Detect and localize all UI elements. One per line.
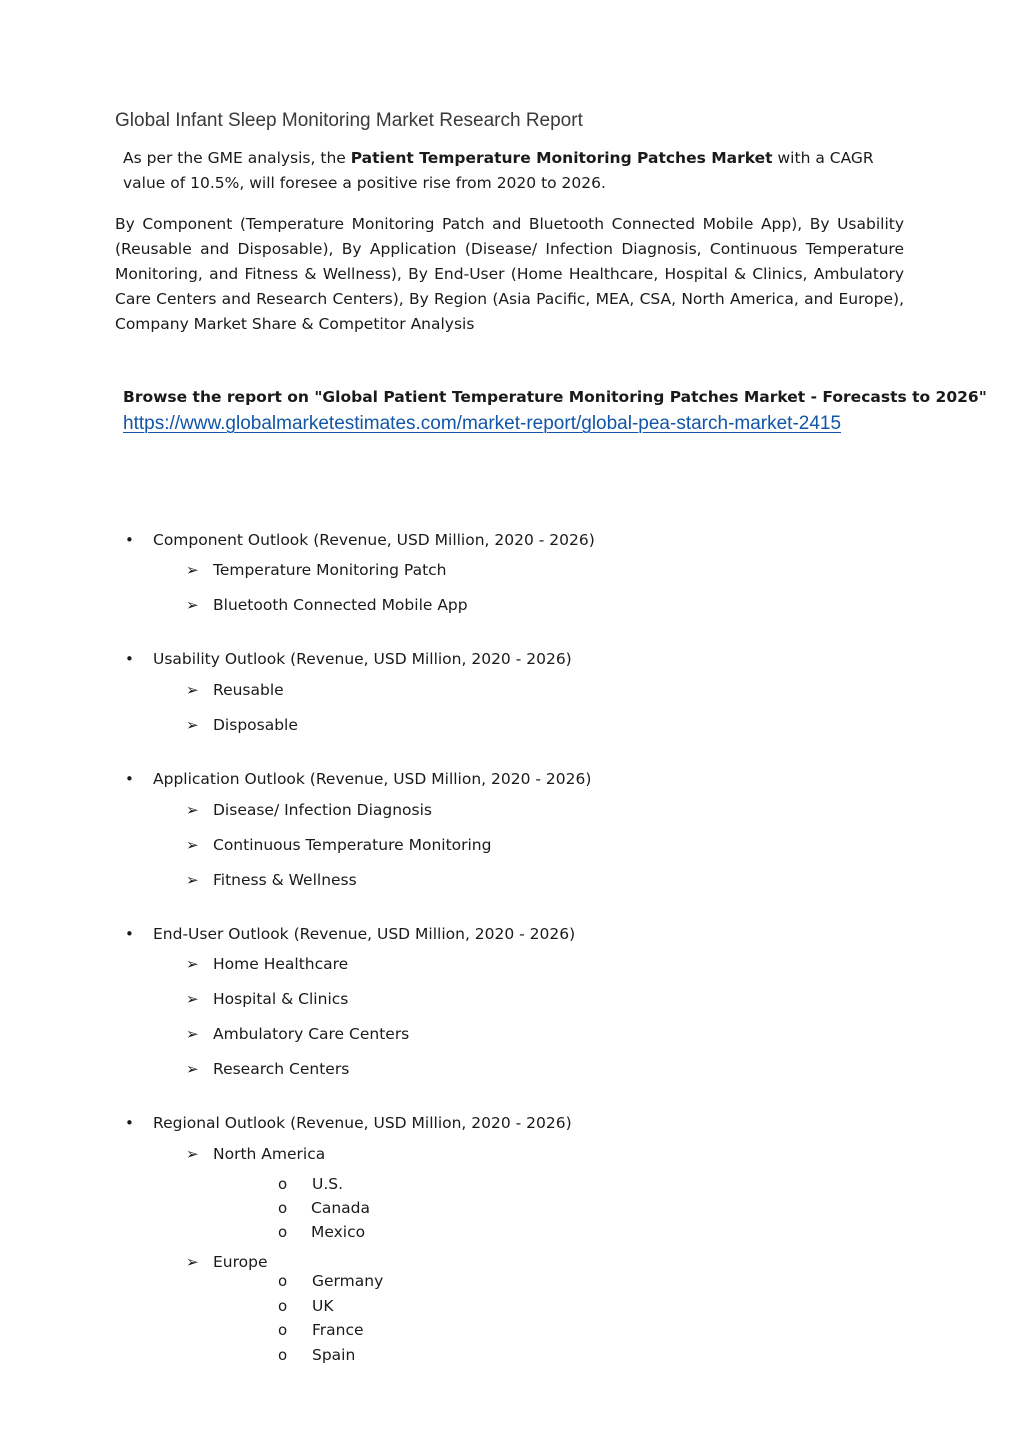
arrow-icon: ➢ <box>186 955 199 973</box>
circle-bullet-icon: o <box>278 1321 288 1339</box>
bullet-icon: • <box>125 770 134 788</box>
list-item: Research Centers <box>213 1060 350 1078</box>
circle-bullet-icon: o <box>278 1223 288 1241</box>
report-title: Global Infant Sleep Monitoring Market Research Report <box>115 110 583 131</box>
intro-paragraph <box>123 146 913 196</box>
circle-bullet-icon: o <box>278 1297 288 1315</box>
arrow-icon: ➢ <box>186 990 199 1008</box>
arrow-icon: ➢ <box>186 1060 199 1078</box>
arrow-icon: ➢ <box>186 561 199 579</box>
circle-bullet-icon: o <box>278 1346 288 1364</box>
intro-prefix: As per the GME analysis, the <box>123 149 351 167</box>
circle-bullet-icon: o <box>278 1199 288 1217</box>
arrow-icon: ➢ <box>186 1145 199 1163</box>
arrow-icon: ➢ <box>186 716 199 734</box>
outlook-heading-end-user: End-User Outlook (Revenue, USD Million, 2020 - 2026) <box>153 925 576 943</box>
arrow-icon: ➢ <box>186 681 199 699</box>
arrow-icon: ➢ <box>186 1253 199 1271</box>
list-item: Home Healthcare <box>213 955 349 973</box>
list-item: Continuous Temperature Monitoring <box>213 836 492 854</box>
country-item: UK <box>312 1297 334 1315</box>
circle-bullet-icon: o <box>278 1272 288 1290</box>
browse-heading: Browse the report on "Global Patient Temperature Monitoring Patches Market - Forecasts to 2026" <box>123 388 987 406</box>
bullet-icon: • <box>125 1114 134 1132</box>
bullet-icon: • <box>125 531 134 549</box>
country-item: Mexico <box>311 1223 366 1241</box>
bullet-icon: • <box>125 650 134 668</box>
outlook-heading-regional: Regional Outlook (Revenue, USD Million, 2020 - 2026) <box>153 1114 572 1132</box>
circle-bullet-icon: o <box>278 1175 288 1193</box>
arrow-icon: ➢ <box>186 801 199 819</box>
report-link[interactable]: https://www.globalmarketestimates.com/market-report/global-pea-starch-market-2415 <box>123 413 842 434</box>
arrow-icon: ➢ <box>186 871 199 889</box>
list-item: Temperature Monitoring Patch <box>213 561 447 579</box>
arrow-icon: ➢ <box>186 596 199 614</box>
outlook-heading-usability: Usability Outlook (Revenue, USD Million, 2020 - 2026) <box>153 650 572 668</box>
country-item: Spain <box>312 1346 356 1364</box>
list-item: Bluetooth Connected Mobile App <box>213 596 468 614</box>
bullet-icon: • <box>125 925 134 943</box>
region-north-america: North America <box>213 1145 326 1163</box>
country-item: Canada <box>311 1199 370 1217</box>
arrow-icon: ➢ <box>186 1025 199 1043</box>
country-item: Germany <box>312 1272 384 1290</box>
country-item: U.S. <box>312 1175 344 1193</box>
intro-suffix: with a CAGR value of 10.5%, will foresee a positive rise from 2020 to 2026. <box>123 149 874 192</box>
region-europe: Europe <box>213 1253 268 1271</box>
list-item: Fitness & Wellness <box>213 871 357 889</box>
intro-market-name: Patient Temperature Monitoring Patches Market <box>350 149 773 167</box>
country-item: France <box>312 1321 364 1339</box>
list-item: Reusable <box>213 681 284 699</box>
list-item: Ambulatory Care Centers <box>213 1025 410 1043</box>
scope-paragraph: By Component (Temperature Monitoring Patch and Bluetooth Connected Mobile App), By Usability (Reusable and Disposable), By Application (Disease/ Infection Diagnosis, Continuous Temperature Monitoring, and Fitness & Wellness), By End-User (Home Healthcare, Hospital & Clinics, Ambulatory Care Centers and Research Centers), By Region (Asia Pacific, MEA, CSA, North America, and Europe), Company Market Share & Competitor Analysis <box>115 215 904 333</box>
list-item: Hospital & Clinics <box>213 990 349 1008</box>
list-item: Disease/ Infection Diagnosis <box>213 801 432 819</box>
outlook-heading-component: Component Outlook (Revenue, USD Million, 2020 - 2026) <box>153 531 595 549</box>
outlook-heading-application: Application Outlook (Revenue, USD Million, 2020 - 2026) <box>153 770 592 788</box>
arrow-icon: ➢ <box>186 836 199 854</box>
list-item: Disposable <box>213 716 298 734</box>
